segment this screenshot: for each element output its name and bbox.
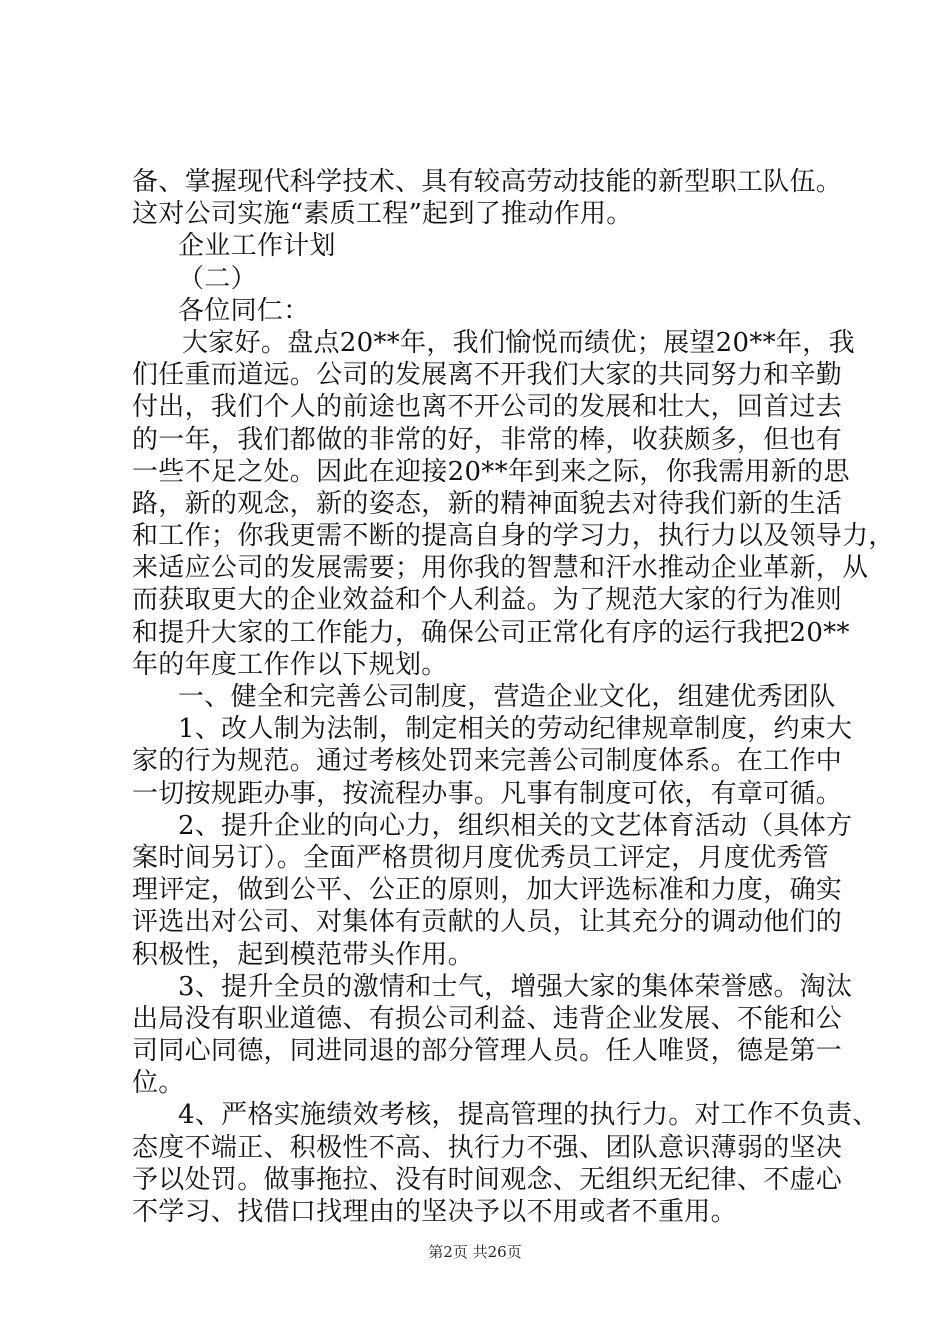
document-body: [132, 166, 895, 1228]
text-line: 出局没有职业道德、有损公司利益、违背企业发展、不能和公: [132, 1003, 843, 1034]
text-line: 付出，我们个人的前途也离不开公司的发展和壮大，回首过去: [132, 392, 843, 423]
text-line: 2、提升企业的向心力，组织相关的文艺体育活动（具体方: [178, 810, 853, 841]
text-line: 位。: [132, 1068, 185, 1099]
text-line: 一、健全和完善公司制度，营造企业文化，组建优秀团队: [178, 682, 836, 712]
text-line: 和提升大家的工作能力，确保公司正常化有序的运行我把20**: [132, 617, 850, 648]
text-line: 案时间另订）。全面严格贯彻月度优秀员工评定，月度优秀管: [132, 842, 830, 873]
text-line: 理评定，做到公平、公正的原则，加大评选标准和力度，确实: [132, 875, 843, 906]
text-line: 们任重而道远。公司的发展离不开我们大家的共同努力和辛勤: [132, 360, 843, 391]
text-line: 家的行为规范。通过考核处罚来完善公司制度体系。在工作中: [132, 746, 843, 777]
text-line: 一些不足之处。因此在迎接20**年到来之际，你我需用新的思: [132, 456, 850, 487]
text-line: 1、改人制为法制，制定相关的劳动纪律规章制度，约束大: [178, 714, 853, 745]
text-line: 备、掌握现代科学技术、具有较高劳动技能的新型职工队伍。: [132, 167, 843, 197]
text-line: 的一年，我们都做的非常的好，非常的棒，收获颇多，但也有: [132, 424, 843, 455]
text-line: 企业工作计划: [178, 231, 336, 262]
text-line: 予以处罚。做事拖拉、没有时间观念、无组织无纪律、不虚心: [132, 1164, 843, 1195]
page-number-label: 第2页 共26页: [428, 1243, 522, 1261]
page-footer: [0, 1241, 950, 1262]
text-line: 这对公司实施“素质工程”起到了推动作用。: [132, 199, 633, 230]
text-line: 积极性，起到模范带头作用。: [132, 939, 474, 970]
text-line: 一切按规距办事，按流程办事。凡事有制度可依，有章可循。: [132, 778, 843, 809]
text-line: 各位同仁：: [178, 295, 310, 326]
text-line: 3、提升全员的激情和士气，增强大家的集体荣誉感。淘汰: [178, 971, 853, 1002]
text-line: （二）: [178, 263, 257, 294]
text-line: 态度不端正、积极性不高、执行力不强、团队意识薄弱的坚决: [132, 1132, 843, 1163]
text-line: 司同心同德，同进同退的部分管理人员。任人唯贤，德是第一: [132, 1036, 843, 1067]
text-line: 而获取更大的企业效益和个人利益。为了规范大家的行为准则: [132, 585, 843, 616]
text-line: 大家好。盘点20**年，我们愉悦而绩优；展望20**年，我: [182, 327, 855, 358]
text-line: 不学习、找借口找理由的坚决予以不用或者不重用。: [132, 1197, 737, 1227]
text-line: 和工作；你我更需不断的提高自身的学习力，执行力以及领导力，: [132, 521, 895, 552]
text-line: 4、严格实施绩效考核，提高管理的执行力。对工作不负责、: [178, 1100, 879, 1131]
text-line: 评选出对公司、对集体有贡献的人员，让其充分的调动他们的: [132, 907, 843, 938]
text-line: 来适应公司的发展需要；用你我的智慧和汗水推动企业革新，从: [132, 553, 869, 584]
text-line: 年的年度工作作以下规划。: [132, 649, 448, 680]
text-line: 路，新的观念，新的姿态，新的精神面貌去对待我们新的生活: [132, 488, 843, 519]
